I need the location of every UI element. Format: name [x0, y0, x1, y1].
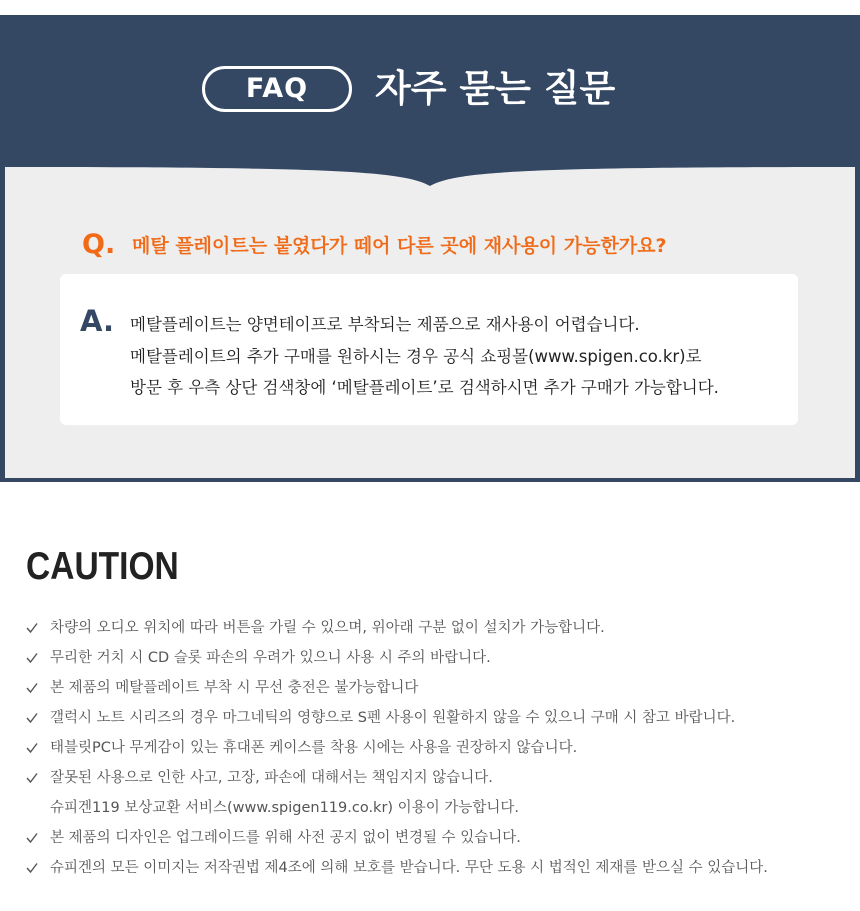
caution-text: 차량의 오디오 위치에 따라 버튼을 가릴 수 있으며, 위아래 구분 없이 설치가 가능합니다. [50, 620, 605, 636]
caution-text: 본 제품의 메탈플레이트 부착 시 무선 충전은 불가능합니다 [50, 680, 419, 696]
question-mark: Q. [82, 229, 116, 260]
header-notch-icon [5, 166, 855, 190]
caution-text: 태블릿PC나 무게감이 있는 휴대폰 케이스를 착용 시에는 사용을 권장하지 않습니다. [50, 740, 578, 756]
caution-item [26, 733, 846, 763]
caution-item [26, 793, 846, 823]
answer-line: 방문 후 우측 상단 검색창에 ‘메탈플레이트’로 검색하시면 추가 구매가 가능합니다. [130, 378, 719, 397]
check-icon [26, 652, 38, 664]
check-icon [26, 742, 38, 754]
caution-text: 잘못된 사용으로 인한 사고, 고장, 파손에 대해서는 책임지지 않습니다. [50, 770, 493, 786]
check-icon [26, 832, 38, 844]
caution-item [26, 613, 846, 643]
faq-badge: FAQ [202, 66, 352, 112]
caution-text: 무리한 거치 시 CD 슬롯 파손의 우려가 있으니 사용 시 주의 바랍니다. [50, 650, 491, 666]
caution-item [26, 763, 846, 793]
check-icon [26, 682, 38, 694]
caution-item [26, 703, 846, 733]
answer-text [130, 309, 790, 404]
faq-header [0, 15, 860, 167]
caution-text: 갤럭시 노트 시리즈의 경우 마그네틱의 영향으로 S펜 사용이 원활하지 않을 수 있으니 구매 시 참고 바랍니다. [50, 710, 736, 726]
faq-section [0, 15, 860, 482]
caution-item [26, 823, 846, 853]
caution-item [26, 853, 846, 883]
caution-text: 본 제품의 디자인은 업그레이드를 위해 사전 공지 없이 변경될 수 있습니다. [50, 830, 521, 846]
answer-line: 메탈플레이트의 추가 구매를 원하시는 경우 공식 쇼핑몰(www.spigen.co.kr)로 [130, 346, 702, 366]
faq-body [5, 167, 855, 478]
check-icon [26, 622, 38, 634]
faq-title: 자주 묻는 질문 [375, 67, 616, 110]
faq-question-row [82, 229, 667, 260]
answer-mark: A. [80, 304, 114, 338]
answer-line: 메탈플레이트는 양면테이프로 부착되는 제품으로 재사용이 어렵습니다. [130, 315, 640, 334]
caution-title: CAUTION [26, 545, 179, 588]
caution-item [26, 643, 846, 673]
question-text: 메탈 플레이트는 붙였다가 떼어 다른 곳에 재사용이 가능한가요? [132, 235, 667, 257]
check-icon [26, 712, 38, 724]
check-icon [26, 862, 38, 874]
caution-list [26, 613, 846, 883]
check-icon [26, 772, 38, 784]
answer-card [60, 274, 798, 425]
caution-item [26, 673, 846, 703]
caution-text: 슈피겐119 보상교환 서비스(www.spigen119.co.kr) 이용이 가능합니다. [50, 800, 519, 816]
caution-text: 슈피겐의 모든 이미지는 저작권법 제4조에 의해 보호를 받습니다. 무단 도용 시 법적인 제재를 받으실 수 있습니다. [50, 860, 768, 876]
